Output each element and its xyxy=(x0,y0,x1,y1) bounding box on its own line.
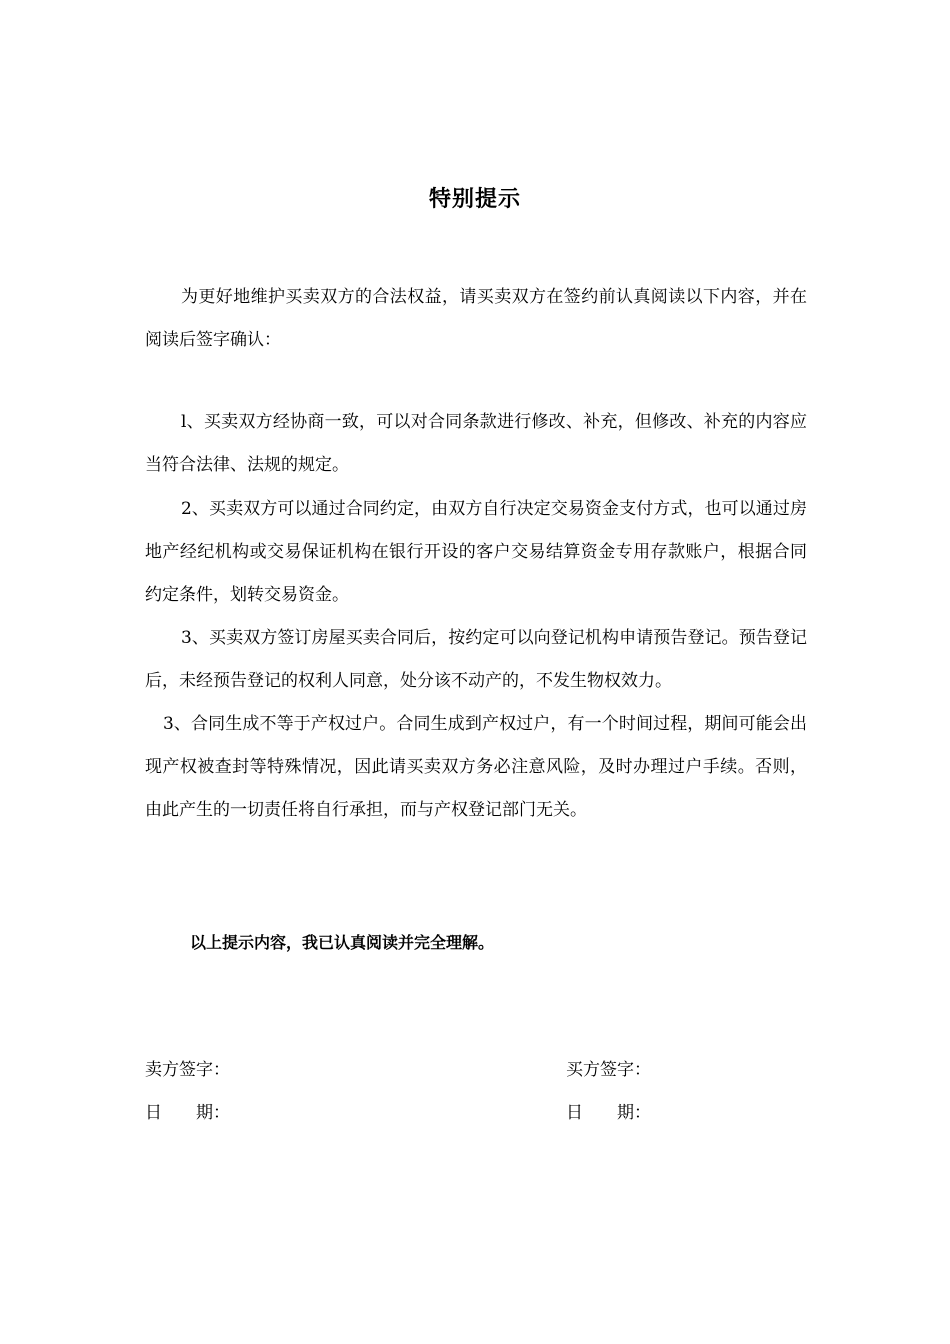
seller-date-label: 日 期： xyxy=(145,1103,230,1123)
notice-item-1: l、买卖双方经协商一致，可以对合同条款进行修改、补充，但修改、补充的内容应当符合法律、法规的规定。 xyxy=(145,412,807,475)
intro-paragraph: 为更好地维护买卖双方的合法权益，请买卖双方在签约前认真阅读以下内容，并在阅读后签字确认： xyxy=(145,287,807,350)
seller-signature-label: 卖方签字： xyxy=(145,1060,230,1080)
confirmation-statement: 以上提示内容，我已认真阅读并完全理解。 xyxy=(190,933,495,952)
document-title: 特别提示 xyxy=(428,187,521,212)
notice-item-2: 2、买卖双方可以通过合同约定，由双方自行决定交易资金支付方式，也可以通过房地产经纪机构或交易保证机构在银行开设的客户交易结算资金专用存款账户，根据合同约定条件，划转交易资金。 xyxy=(145,499,807,605)
notice-item-4: 3、合同生成不等于产权过户。合同生成到产权过户，有一个时间过程，期间可能会出现产权被查封等特殊情况，因此请买卖双方务必注意风险，及时办理过户手续。否则，由此产生的一切责任将自行承担，而与产权登记部门无关。 xyxy=(145,714,807,820)
buyer-signature-label: 买方签字： xyxy=(566,1060,651,1080)
buyer-date-label: 日 期： xyxy=(566,1103,651,1123)
notice-item-3: 3、买卖双方签订房屋买卖合同后，按约定可以向登记机构申请预告登记。预告登记后，未经预告登记的权利人同意，处分该不动产的，不发生物权效力。 xyxy=(145,628,807,691)
